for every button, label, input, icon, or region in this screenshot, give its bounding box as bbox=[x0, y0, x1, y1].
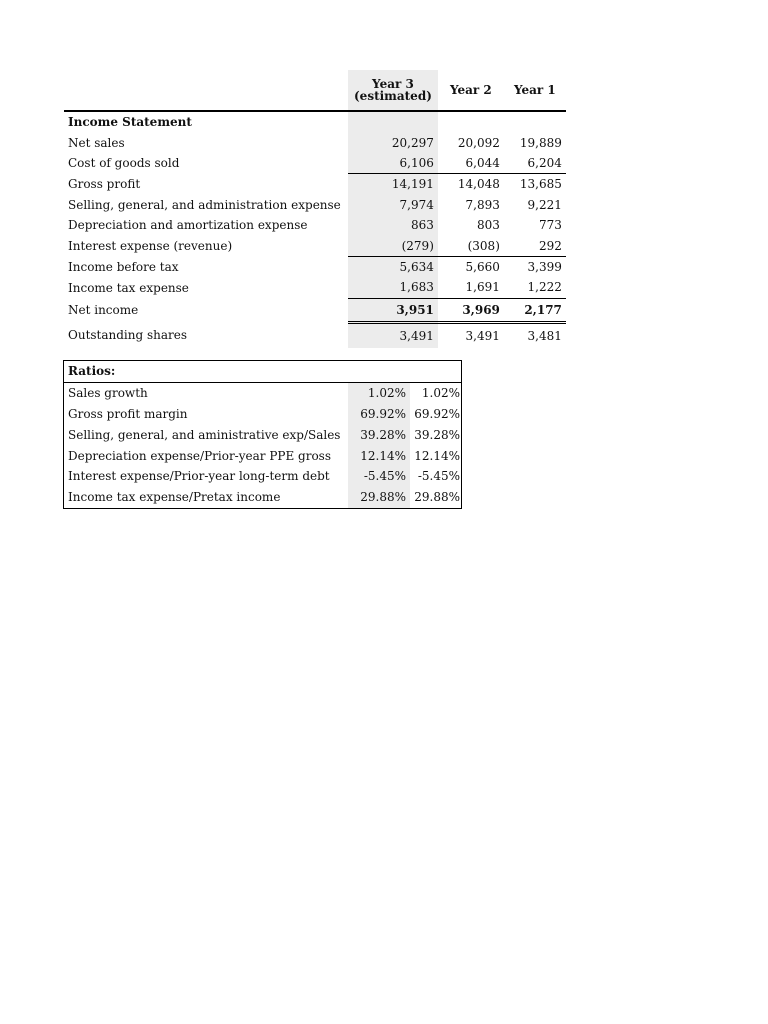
table-row-net-sales bbox=[64, 132, 566, 152]
year3-value: 6,106 bbox=[348, 153, 438, 174]
table-row-cogs bbox=[64, 153, 566, 174]
year2-value: 3,491 bbox=[465, 328, 500, 343]
table-row-depreciation bbox=[64, 215, 566, 235]
year1-value: 3,399 bbox=[504, 256, 566, 277]
year3-value: 69.92% bbox=[348, 404, 410, 425]
row-label: Gross profit bbox=[68, 177, 141, 192]
year3-value: -5.45% bbox=[348, 466, 410, 487]
year3-value: (279) bbox=[348, 235, 438, 256]
table-row-tax-pretax bbox=[64, 487, 462, 508]
header-year2: Year 2 bbox=[438, 70, 504, 111]
year2-value: (308) bbox=[467, 238, 500, 253]
row-label: Net income bbox=[68, 303, 139, 318]
table-row-depreciation-ppe bbox=[64, 445, 462, 466]
year3-value: 3,491 bbox=[348, 322, 438, 348]
blank-cell bbox=[348, 361, 410, 383]
row-label: Selling, general, and aministrative exp/Sales bbox=[68, 427, 341, 442]
year2-value: 39.28% bbox=[414, 427, 460, 442]
blank-cell bbox=[438, 111, 504, 132]
year2-value: 3,969 bbox=[438, 298, 504, 322]
year2-value: 1,691 bbox=[465, 280, 500, 295]
header-year1: Year 1 bbox=[504, 70, 566, 111]
row-label: Net sales bbox=[68, 135, 125, 150]
year1-value: 3,481 bbox=[527, 328, 562, 343]
income-statement-title: Income Statement bbox=[68, 115, 192, 130]
year2-value: 803 bbox=[476, 218, 500, 233]
year1-value: 6,204 bbox=[527, 155, 562, 170]
table-row-income-before-tax bbox=[64, 256, 566, 277]
year3-value: 39.28% bbox=[348, 424, 410, 445]
year2-value: -5.45% bbox=[417, 469, 460, 484]
table-row-gross-profit bbox=[64, 174, 566, 195]
year2-value: 6,044 bbox=[465, 155, 500, 170]
row-label: Selling, general, and administration expense bbox=[68, 197, 341, 212]
row-label: Depreciation and amortization expense bbox=[68, 218, 308, 233]
year3-value: 3,951 bbox=[348, 298, 438, 322]
year3-value: 29.88% bbox=[348, 487, 410, 508]
blank-cell bbox=[410, 361, 462, 383]
year2-value: 20,092 bbox=[457, 135, 500, 150]
year1-value: 2,177 bbox=[504, 298, 566, 322]
year3-value: 5,634 bbox=[348, 256, 438, 277]
table-row-outstanding-shares bbox=[64, 322, 566, 348]
row-label: Income tax expense bbox=[68, 280, 189, 295]
table-row-income-tax bbox=[64, 277, 566, 298]
row-label: Income tax expense/Pretax income bbox=[68, 490, 281, 505]
table-row-sga-sales bbox=[64, 424, 462, 445]
year1-value: 292 bbox=[538, 238, 562, 253]
table-row-net-income bbox=[64, 298, 566, 322]
year1-value: 13,685 bbox=[504, 174, 566, 195]
row-label: Outstanding shares bbox=[68, 327, 188, 342]
year2-value: 69.92% bbox=[414, 406, 460, 421]
row-label: Interest expense/Prior-year long-term debt bbox=[68, 469, 330, 484]
ratios-table bbox=[63, 360, 462, 509]
ratios-title: Ratios: bbox=[64, 361, 349, 383]
header-year3-line1: Year 3 bbox=[372, 77, 414, 91]
year1-value: 1,222 bbox=[527, 280, 562, 295]
year1-value: 773 bbox=[538, 218, 562, 233]
year3-value: 863 bbox=[348, 215, 438, 235]
row-label: Income before tax bbox=[68, 259, 179, 274]
year3-value: 1,683 bbox=[348, 277, 438, 298]
year3-value: 20,297 bbox=[348, 132, 438, 152]
year2-value: 29.88% bbox=[414, 490, 460, 505]
row-label: Sales growth bbox=[68, 386, 148, 401]
section-title-row bbox=[64, 111, 566, 132]
year2-value: 7,893 bbox=[465, 197, 500, 212]
row-label: Cost of goods sold bbox=[68, 156, 180, 171]
year1-value: 19,889 bbox=[519, 135, 562, 150]
table-row-sales-growth bbox=[64, 382, 462, 403]
blank-cell bbox=[348, 111, 438, 132]
year2-value: 14,048 bbox=[438, 174, 504, 195]
table-row-interest-debt bbox=[64, 466, 462, 487]
header-year3 bbox=[348, 70, 438, 111]
row-label: Interest expense (revenue) bbox=[68, 238, 233, 253]
header-blank-cell bbox=[64, 70, 348, 111]
column-header-row bbox=[64, 70, 566, 111]
header-year3-line2: (estimated) bbox=[354, 89, 432, 103]
table-row-interest bbox=[64, 235, 566, 256]
income-statement-table bbox=[64, 70, 566, 348]
blank-cell bbox=[504, 111, 566, 132]
table-row-sga bbox=[64, 195, 566, 215]
year3-value: 1.02% bbox=[348, 382, 410, 403]
year2-value: 12.14% bbox=[414, 448, 460, 463]
row-label: Depreciation expense/Prior-year PPE gross bbox=[68, 448, 331, 463]
year2-value: 5,660 bbox=[438, 256, 504, 277]
year1-value: 9,221 bbox=[527, 197, 562, 212]
year3-value: 12.14% bbox=[348, 445, 410, 466]
ratios-title-row bbox=[64, 361, 462, 383]
year3-value: 7,974 bbox=[348, 195, 438, 215]
year3-value: 14,191 bbox=[348, 174, 438, 195]
row-label: Gross profit margin bbox=[68, 406, 188, 421]
table-row-gross-margin bbox=[64, 404, 462, 425]
year2-value: 1.02% bbox=[421, 386, 460, 401]
